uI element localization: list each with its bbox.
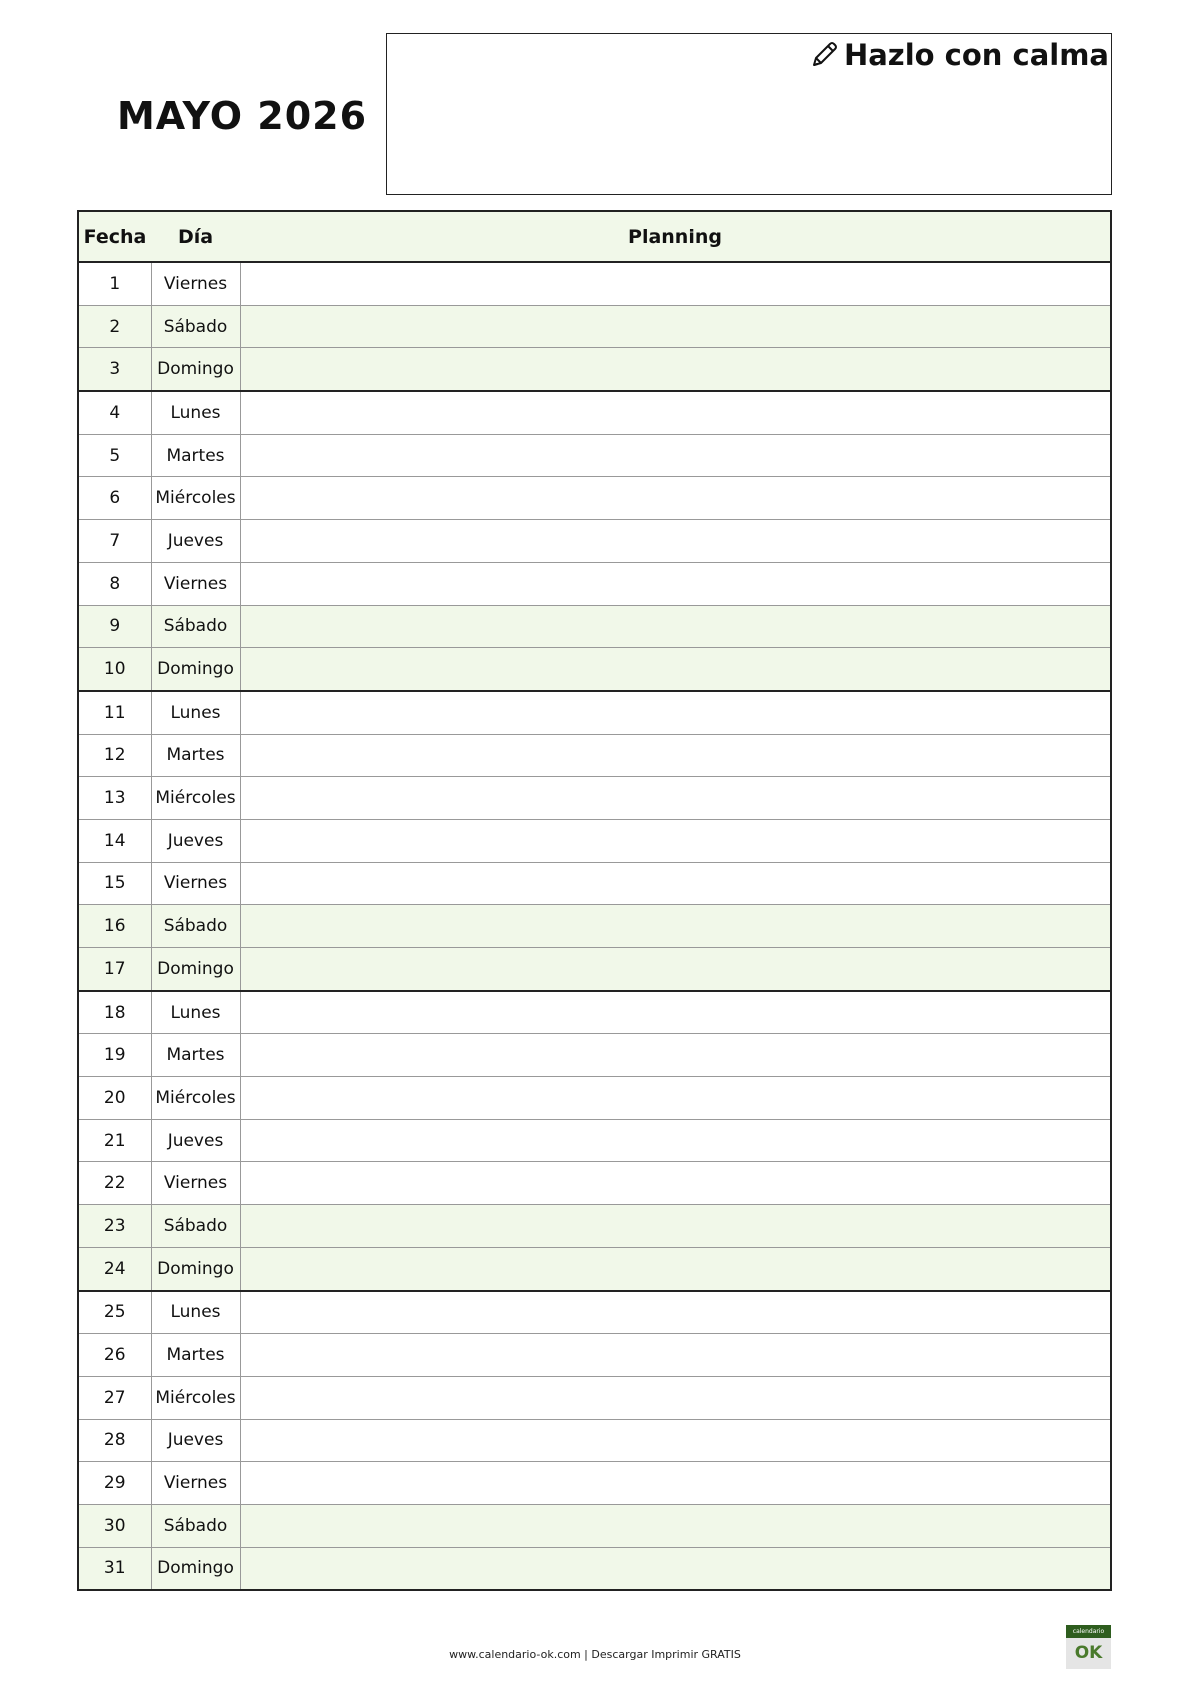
pencil-icon xyxy=(808,39,840,71)
table-row xyxy=(78,1504,1111,1547)
table-row xyxy=(78,819,1111,862)
date-cell: 5 xyxy=(78,434,151,477)
planning-cell[interactable] xyxy=(240,948,1111,991)
day-cell: Jueves xyxy=(151,520,240,563)
day-cell: Sábado xyxy=(151,605,240,648)
day-cell: Viernes xyxy=(151,1162,240,1205)
table-row xyxy=(78,1077,1111,1120)
table-row xyxy=(78,1419,1111,1462)
planning-cell[interactable] xyxy=(240,348,1111,391)
date-cell: 25 xyxy=(78,1291,151,1334)
date-cell: 30 xyxy=(78,1504,151,1547)
date-cell: 3 xyxy=(78,348,151,391)
table-row xyxy=(78,305,1111,348)
date-cell: 29 xyxy=(78,1462,151,1505)
day-cell: Domingo xyxy=(151,1247,240,1290)
logo-bottom-text: OK xyxy=(1066,1638,1111,1669)
day-cell: Sábado xyxy=(151,305,240,348)
column-header-day: Día xyxy=(151,211,240,262)
table-row xyxy=(78,777,1111,820)
date-cell: 6 xyxy=(78,477,151,520)
day-cell: Jueves xyxy=(151,1419,240,1462)
day-cell: Jueves xyxy=(151,1119,240,1162)
table-row xyxy=(78,1034,1111,1077)
table-row xyxy=(78,1334,1111,1377)
table-row xyxy=(78,562,1111,605)
day-cell: Viernes xyxy=(151,262,240,305)
day-cell: Domingo xyxy=(151,348,240,391)
table-row xyxy=(78,477,1111,520)
planning-cell[interactable] xyxy=(240,477,1111,520)
day-cell: Lunes xyxy=(151,991,240,1034)
notes-title: Hazlo con calma xyxy=(843,38,1109,72)
planning-cell[interactable] xyxy=(240,1119,1111,1162)
planning-cell[interactable] xyxy=(240,1334,1111,1377)
planner-table xyxy=(77,210,1112,1591)
calendario-ok-logo xyxy=(1066,1625,1111,1669)
planning-cell[interactable] xyxy=(240,819,1111,862)
planning-cell[interactable] xyxy=(240,1247,1111,1290)
date-cell: 27 xyxy=(78,1376,151,1419)
day-cell: Miércoles xyxy=(151,1077,240,1120)
day-cell: Lunes xyxy=(151,391,240,434)
date-cell: 19 xyxy=(78,1034,151,1077)
date-cell: 8 xyxy=(78,562,151,605)
day-cell: Jueves xyxy=(151,819,240,862)
day-cell: Martes xyxy=(151,434,240,477)
date-cell: 13 xyxy=(78,777,151,820)
planning-cell[interactable] xyxy=(240,734,1111,777)
notes-heading xyxy=(808,37,1109,73)
table-row xyxy=(78,1247,1111,1290)
date-cell: 12 xyxy=(78,734,151,777)
planning-cell[interactable] xyxy=(240,905,1111,948)
day-cell: Domingo xyxy=(151,948,240,991)
table-row xyxy=(78,520,1111,563)
table-row xyxy=(78,905,1111,948)
planning-cell[interactable] xyxy=(240,434,1111,477)
table-row xyxy=(78,1547,1111,1590)
planning-cell[interactable] xyxy=(240,262,1111,305)
table-row xyxy=(78,991,1111,1034)
day-cell: Viernes xyxy=(151,1462,240,1505)
table-row xyxy=(78,1376,1111,1419)
table-row xyxy=(78,1162,1111,1205)
planner-body xyxy=(78,262,1111,1590)
day-cell: Sábado xyxy=(151,905,240,948)
date-cell: 31 xyxy=(78,1547,151,1590)
planning-cell[interactable] xyxy=(240,1376,1111,1419)
planning-cell[interactable] xyxy=(240,777,1111,820)
planning-cell[interactable] xyxy=(240,391,1111,434)
planning-cell[interactable] xyxy=(240,520,1111,563)
day-cell: Lunes xyxy=(151,1291,240,1334)
date-cell: 10 xyxy=(78,648,151,691)
table-row xyxy=(78,691,1111,734)
column-header-date: Fecha xyxy=(78,211,151,262)
day-cell: Martes xyxy=(151,734,240,777)
table-row xyxy=(78,1291,1111,1334)
date-cell: 24 xyxy=(78,1247,151,1290)
table-row xyxy=(78,262,1111,305)
planning-cell[interactable] xyxy=(240,1077,1111,1120)
logo-top-text: calendario xyxy=(1066,1625,1111,1638)
table-row xyxy=(78,1119,1111,1162)
header-row xyxy=(78,211,1111,262)
planning-cell[interactable] xyxy=(240,1291,1111,1334)
table-row xyxy=(78,605,1111,648)
footer-text: www.calendario-ok.com | Descargar Imprimir GRATIS xyxy=(449,1648,741,1661)
table-row xyxy=(78,434,1111,477)
day-cell: Domingo xyxy=(151,1547,240,1590)
date-cell: 4 xyxy=(78,391,151,434)
date-cell: 18 xyxy=(78,991,151,1034)
planning-cell[interactable] xyxy=(240,1419,1111,1462)
day-cell: Miércoles xyxy=(151,1376,240,1419)
date-cell: 22 xyxy=(78,1162,151,1205)
day-cell: Miércoles xyxy=(151,477,240,520)
planning-cell[interactable] xyxy=(240,562,1111,605)
day-cell: Miércoles xyxy=(151,777,240,820)
date-cell: 21 xyxy=(78,1119,151,1162)
date-cell: 26 xyxy=(78,1334,151,1377)
day-cell: Martes xyxy=(151,1334,240,1377)
table-row xyxy=(78,648,1111,691)
planning-cell[interactable] xyxy=(240,1462,1111,1505)
planning-cell[interactable] xyxy=(240,305,1111,348)
planning-cell[interactable] xyxy=(240,691,1111,734)
day-cell: Sábado xyxy=(151,1504,240,1547)
date-cell: 14 xyxy=(78,819,151,862)
planning-cell[interactable] xyxy=(240,605,1111,648)
date-cell: 17 xyxy=(78,948,151,991)
planning-cell[interactable] xyxy=(240,1205,1111,1248)
planning-cell[interactable] xyxy=(240,1034,1111,1077)
date-cell: 28 xyxy=(78,1419,151,1462)
day-cell: Viernes xyxy=(151,862,240,905)
planning-cell[interactable] xyxy=(240,991,1111,1034)
planning-cell[interactable] xyxy=(240,648,1111,691)
table-row xyxy=(78,1462,1111,1505)
planning-cell[interactable] xyxy=(240,862,1111,905)
table-row xyxy=(78,734,1111,777)
date-cell: 2 xyxy=(78,305,151,348)
day-cell: Domingo xyxy=(151,648,240,691)
date-cell: 20 xyxy=(78,1077,151,1120)
day-cell: Sábado xyxy=(151,1205,240,1248)
table-row xyxy=(78,391,1111,434)
date-cell: 7 xyxy=(78,520,151,563)
planning-cell[interactable] xyxy=(240,1504,1111,1547)
date-cell: 23 xyxy=(78,1205,151,1248)
date-cell: 16 xyxy=(78,905,151,948)
planning-cell[interactable] xyxy=(240,1162,1111,1205)
table-row xyxy=(78,1205,1111,1248)
day-cell: Martes xyxy=(151,1034,240,1077)
day-cell: Lunes xyxy=(151,691,240,734)
notes-box[interactable] xyxy=(386,33,1112,195)
month-title: MAYO 2026 xyxy=(116,94,368,138)
table-row xyxy=(78,862,1111,905)
date-cell: 11 xyxy=(78,691,151,734)
day-cell: Viernes xyxy=(151,562,240,605)
planning-cell[interactable] xyxy=(240,1547,1111,1590)
date-cell: 9 xyxy=(78,605,151,648)
date-cell: 1 xyxy=(78,262,151,305)
table-row xyxy=(78,348,1111,391)
table-row xyxy=(78,948,1111,991)
column-header-planning: Planning xyxy=(240,211,1111,262)
date-cell: 15 xyxy=(78,862,151,905)
